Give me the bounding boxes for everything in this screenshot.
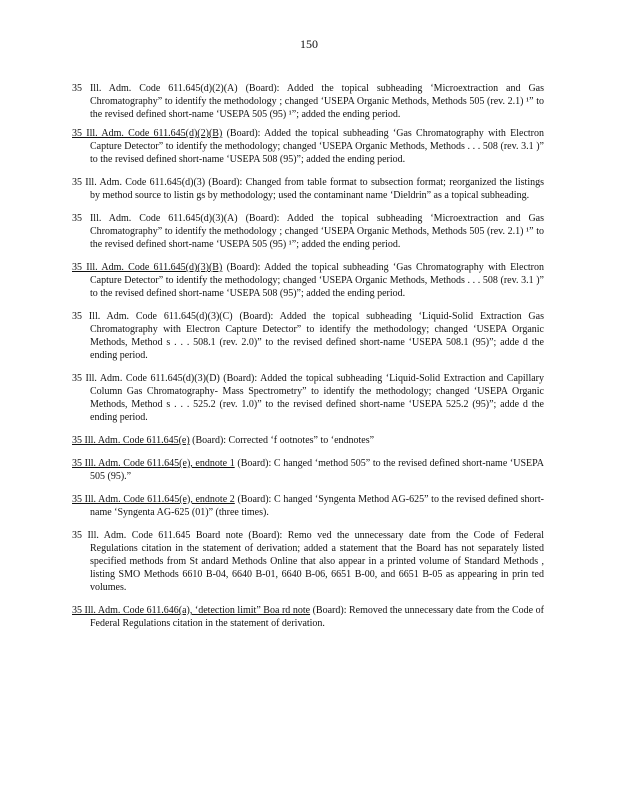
citation-reference: 35 Ill. Adm. Code 611.645(d)(3)(B) — [72, 262, 223, 273]
entry-text: (Board): Added the topical subheading ‘Liquid-Solid Extraction Gas Chromatography with Electron Capture Detector” to identify the methodology; changed ‘USEPA Organic Methods, Method s . . . 508.1 (rev. 2.0)” to the revised defined short-name ‘USEPA 508.1 (95)”; adde d the ending period. — [90, 311, 544, 361]
citation-reference: 35 Ill. Adm. Code 611.645 Board note — [72, 530, 243, 541]
list-item — [72, 604, 544, 630]
citation-reference: 35 Ill. Adm. Code 611.645(d)(3) — [72, 177, 206, 188]
list-item — [72, 529, 544, 594]
page-number: 150 — [300, 37, 318, 51]
citation-reference: 35 Ill. Adm. Code 611.645(e), endnote 2 — [72, 494, 235, 505]
citation-reference: 35 Ill. Adm. Code 611.645(d)(3)(D) — [72, 373, 220, 384]
entry-text: (Board): C hanged ‘Syngenta Method AG-625” to the revised defined short-name ‘Syngenta AG-625 (01)” (three times). — [90, 494, 544, 518]
entry-text: (Board): Added the topical subheading ‘Microextraction and Gas Chromatography” to identify the methodology ; changed ‘USEPA Organic Methods, Methods 505 (rev. 2.1) ¹” to the revised defined short-name ‘USEPA 505 (95) ¹”; added the ending period. — [90, 213, 545, 250]
entry-list — [72, 72, 544, 636]
list-item — [72, 310, 544, 362]
list-item — [72, 127, 544, 166]
list-item — [72, 176, 544, 202]
citation-reference: 35 Ill. Adm. Code 611.646(a), ‘detection limit” Boa rd note — [72, 605, 311, 616]
citation-reference: 35 Ill. Adm. Code 611.645(d)(2)(A) — [72, 83, 238, 94]
entry-text: (Board): Added the topical subheading ‘Liquid-Solid Extraction and Capillary Column Gas Chromatography- Mass Spectrometry” to identify the methodology; changed ‘USEPA Organic Methods, Method s . . . 525.2 (rev. 1.0)” to the revised defined short-name ‘USEPA 525.2 (95)”; adde d the ending period. — [90, 373, 544, 423]
list-item — [72, 434, 544, 447]
entry-text: (Board): Added the topical subheading ‘Gas Chromatography with Electron Capture Detector” to identify the methodology; changed ‘USEPA Organic Methods, Methods . . . 508 (rev. 3.1 )” to the revised defined short-name ‘USEPA 508 (95)”; added the ending period. — [90, 128, 544, 165]
citation-reference: 35 Ill. Adm. Code 611.645(d)(3)(C) — [72, 311, 233, 322]
list-item — [72, 212, 544, 251]
entry-text: (Board): Removed the unnecessary date from the Code of Federal Regulations citation in the statement of derivation. — [90, 605, 544, 629]
citation-reference: 35 Ill. Adm. Code 611.645(e) — [72, 435, 190, 446]
list-item — [72, 372, 544, 424]
list-item — [72, 493, 544, 519]
citation-reference: 35 Ill. Adm. Code 611.645(d)(3)(A) — [72, 213, 238, 224]
list-item — [72, 261, 544, 300]
entry-text: (Board): C hanged ‘method 505” to the revised defined short-name ‘USEPA 505 (95).” — [90, 458, 544, 482]
entry-text: (Board): Added the topical subheading ‘Gas Chromatography with Electron Capture Detector” to identify the methodology; changed ‘USEPA Organic Methods, Methods . . . 508 (rev. 3.1 )” to the revised defined short-name ‘USEPA 508 (95)”; added the ending period. — [90, 262, 544, 299]
entry-text: (Board): Remo ved the unnecessary date from the Code of Federal Regulations citation in the statement of derivation; added a statement that the Board has not separately listed specified methods from St andard Methods Online that also appear in a printed volume of Standard Methods , listing SMO Methods 6610 B-04, 6640 B-01, 6640 B-06, 6651 B-00, and 6651 B-05 as appearing in prin ted volumes. — [90, 530, 544, 593]
list-item — [72, 82, 544, 121]
list-item — [72, 457, 544, 483]
citation-reference: 35 Ill. Adm. Code 611.645(d)(2)(B) — [72, 128, 223, 139]
entry-text: (Board): Corrected ‘f ootnotes” to ‘endnotes” — [189, 435, 375, 446]
entry-text: (Board): Added the topical subheading ‘Microextraction and Gas Chromatography” to identify the methodology ; changed ‘USEPA Organic Methods, Methods 505 (rev. 2.1) ¹” to the revised defined short-name ‘USEPA 505 (95) ¹”; added the ending period. — [90, 83, 545, 120]
entry-text: (Board): Changed from table format to subsection format; reorganized the listings by method source to listin gs by methodology; used the contaminant name ‘Dieldrin” as a topical subheading. — [90, 177, 544, 201]
citation-reference: 35 Ill. Adm. Code 611.645(e), endnote 1 — [72, 458, 235, 469]
